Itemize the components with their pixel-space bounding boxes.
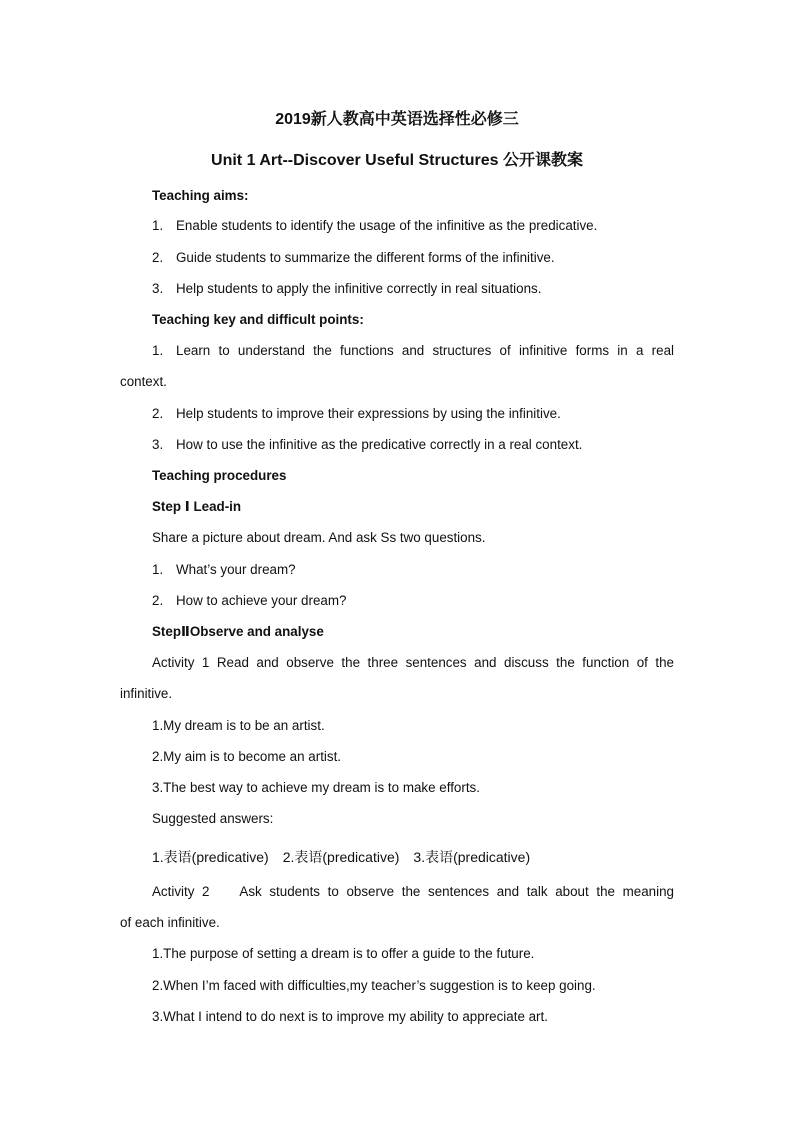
keypoints-heading: Teaching key and difficult points: bbox=[152, 312, 364, 327]
step2-heading: StepⅡObserve and analyse bbox=[152, 624, 324, 639]
activity2-text: Activity 2 Ask students to observe the sentences and talk about the meaning bbox=[152, 884, 674, 899]
answer-item: 2.表语(predicative) bbox=[282, 849, 400, 865]
keypoint-item: 2. Help students to improve their expressions by using the infinitive. bbox=[152, 406, 561, 421]
aim-item: 3. Help students to apply the infinitive correctly in real situations. bbox=[152, 281, 542, 296]
document-title: 2019新人教高中英语选择性必修三 bbox=[275, 111, 519, 128]
activity1-continuation: infinitive. bbox=[120, 686, 173, 701]
activity1-text: Activity 1 Read and observe the three sentences and discuss the function of the bbox=[152, 655, 674, 670]
activity1-sentence: 2.My aim is to become an artist. bbox=[152, 749, 342, 764]
answer-item: 1.表语(predicative) bbox=[152, 849, 269, 865]
keypoint-item: 3. How to use the infinitive as the predicative correctly in a real context. bbox=[152, 437, 583, 452]
activity1-sentence: 3.The best way to achieve my dream is to make efforts. bbox=[152, 780, 480, 795]
answer-item: 3.表语(predicative) bbox=[413, 849, 531, 865]
activity2-sentence: 3.What I intend to do next is to improve my ability to appreciate art. bbox=[152, 1009, 548, 1024]
answers-label: Suggested answers: bbox=[152, 811, 274, 826]
activity2-sentence: 2.When I’m faced with difficulties,my teacher’s suggestion is to keep going. bbox=[152, 978, 596, 993]
activity2-sentence: 1.The purpose of setting a dream is to offer a guide to the future. bbox=[152, 946, 535, 961]
aim-item: 1. Enable students to identify the usage of the infinitive as the predicative. bbox=[152, 218, 598, 233]
answers-line bbox=[152, 848, 530, 866]
procedures-heading: Teaching procedures bbox=[152, 468, 287, 483]
keypoint-continuation: context. bbox=[120, 374, 167, 389]
activity2-continuation: of each infinitive. bbox=[120, 915, 220, 930]
document-subtitle: Unit 1 Art--Discover Useful Structures 公开课教案 bbox=[211, 152, 583, 169]
step1-heading: Step Ⅰ Lead-in bbox=[152, 499, 242, 514]
question-item: 1. What’s your dream? bbox=[152, 562, 296, 577]
question-item: 2. How to achieve your dream? bbox=[152, 593, 347, 608]
aims-heading: Teaching aims: bbox=[152, 188, 249, 203]
aim-item: 2. Guide students to summarize the different forms of the infinitive. bbox=[152, 250, 555, 265]
step1-intro: Share a picture about dream. And ask Ss two questions. bbox=[152, 530, 486, 545]
activity1-sentence: 1.My dream is to be an artist. bbox=[152, 718, 325, 733]
keypoint-item: 1. Learn to understand the functions and structures of infinitive forms in a real bbox=[152, 343, 674, 358]
